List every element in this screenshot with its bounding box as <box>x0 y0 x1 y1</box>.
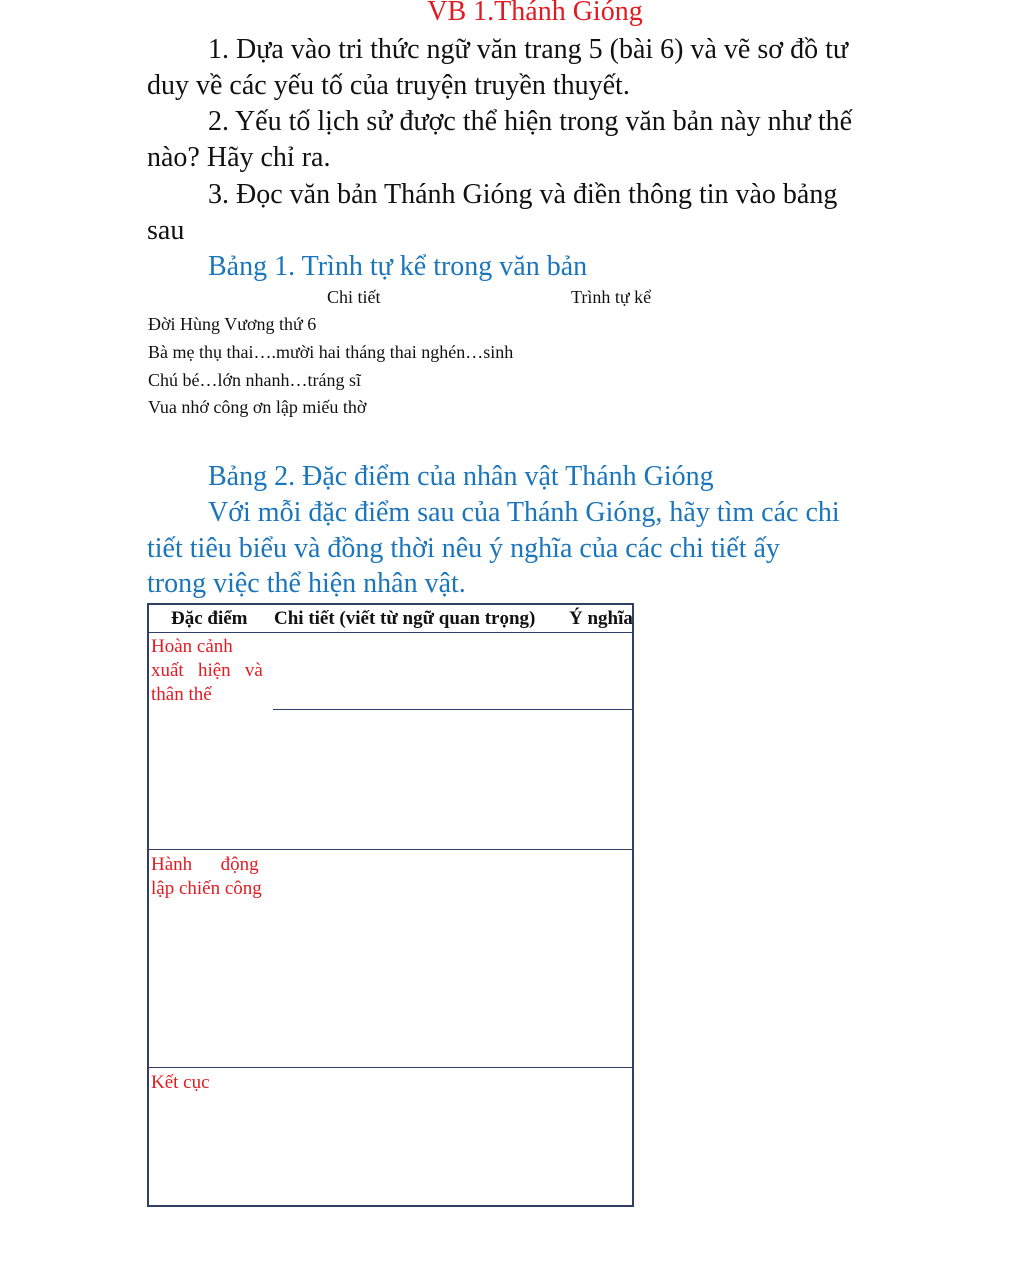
table-2 <box>147 603 634 1207</box>
table-2-row-1-inner-divider <box>273 709 632 710</box>
table-2-header-divider <box>149 632 632 633</box>
question-3-line-2: sau <box>147 215 185 246</box>
table-2-row-1-label-line-2: xuất hiện và <box>151 660 263 681</box>
table-2-row-1-label <box>151 635 263 707</box>
table-1-row: Chú bé…lớn nhanh…tráng sĩ <box>148 370 361 390</box>
table-2-intro-line-2: tiết tiêu biểu và đồng thời nêu ý nghĩa của các chi tiết ấy <box>147 533 780 564</box>
table-2-row-3-label-line-1: Kết cục <box>151 1072 210 1093</box>
table-2-heading: Bảng 2. Đặc điểm của nhân vật Thánh Gióng <box>208 461 714 492</box>
table-2-column-meaning: Ý nghĩa <box>569 608 633 629</box>
table-1-row: Vua nhớ công ơn lập miếu thờ <box>148 397 367 417</box>
question-2-line-1: 2. Yếu tố lịch sử được thể hiện trong văn bản này như thế <box>208 106 853 137</box>
table-2-row-3-label <box>151 1071 210 1095</box>
table-1-row: Đời Hùng Vương thứ 6 <box>148 314 317 334</box>
table-2-row-2-label-line-2: lập chiến công <box>151 878 262 899</box>
table-2-intro-line-1: Với mỗi đặc điểm sau của Thánh Gióng, hãy tìm các chi <box>208 497 840 528</box>
table-2-row-1-label-line-1: Hoàn cảnh <box>151 636 233 657</box>
table-2-row-1-label-line-3: thân thế <box>151 684 212 705</box>
table-2-row-divider <box>149 1067 632 1068</box>
table-1-column-order: Trình tự kể <box>571 287 652 307</box>
table-2-column-feature: Đặc điểm <box>171 608 248 629</box>
table-1-row: Bà mẹ thụ thai….mười hai tháng thai nghén…sinh <box>148 342 514 362</box>
table-1-column-detail: Chi tiết <box>327 287 381 307</box>
table-2-row-2-label <box>151 853 262 901</box>
table-2-column-details: Chi tiết (viết từ ngữ quan trọng) <box>274 608 536 629</box>
table-2-intro-line-3: trong việc thể hiện nhân vật. <box>147 568 466 599</box>
question-3-line-1: 3. Đọc văn bản Thánh Gióng và điền thông tin vào bảng <box>208 179 838 210</box>
table-2-row-2-label-line-1: Hành động <box>151 854 259 875</box>
page-title: VB 1.Thánh Gióng <box>427 0 643 27</box>
table-1-heading: Bảng 1. Trình tự kể trong văn bản <box>208 251 588 282</box>
question-1-line-2: duy về các yếu tố của truyện truyền thuyết. <box>147 70 630 101</box>
question-2-line-2: nào? Hãy chỉ ra. <box>147 142 331 173</box>
question-1-line-1: 1. Dựa vào tri thức ngữ văn trang 5 (bài 6) và vẽ sơ đồ tư <box>208 34 849 65</box>
table-2-row-divider <box>149 849 632 850</box>
